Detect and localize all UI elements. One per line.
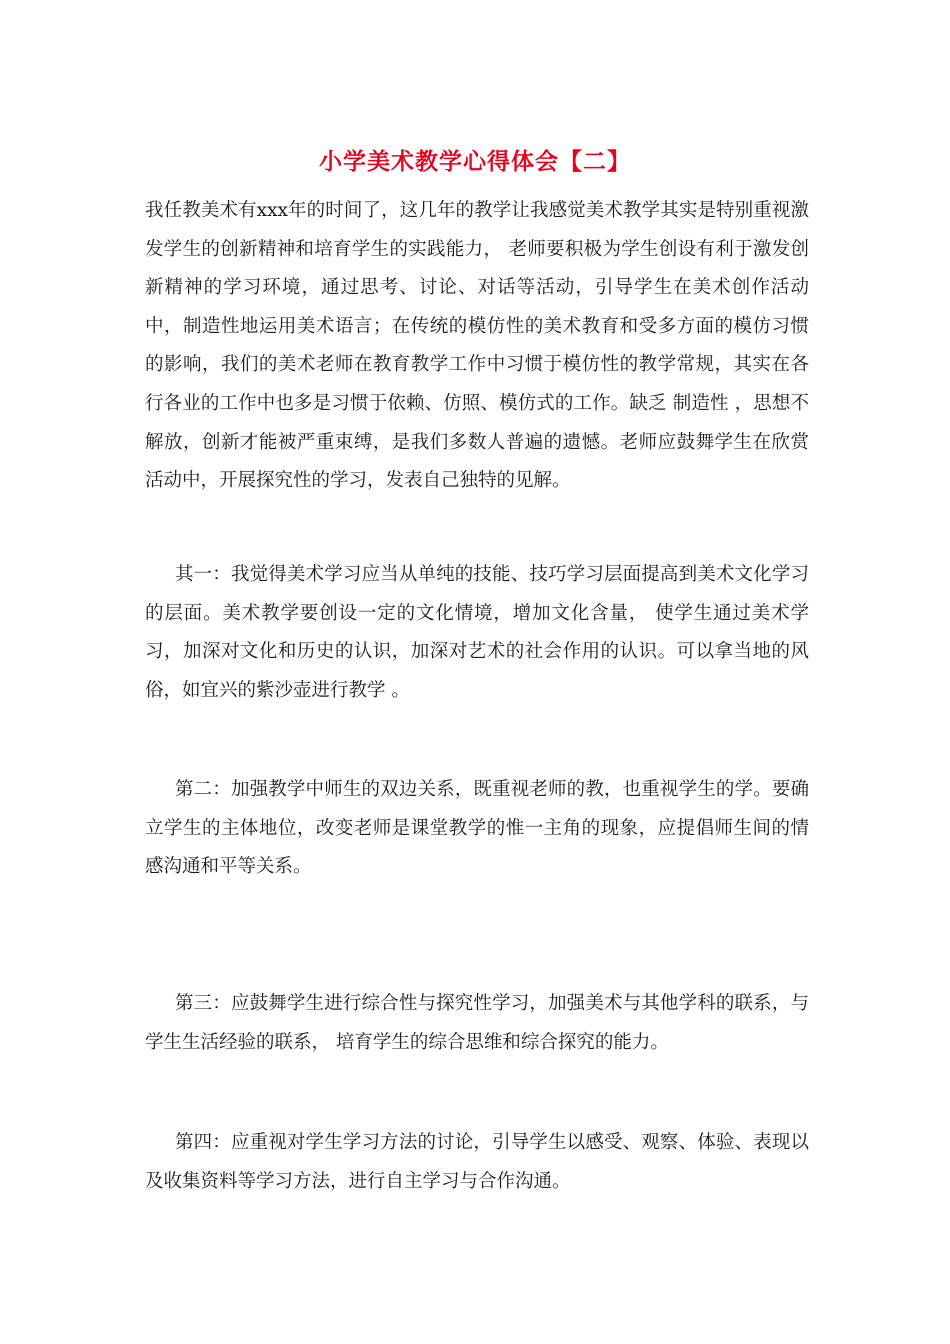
point-two-paragraph: 第二：加强教学中师生的双边关系，既重视老师的教，也重视学生的学。要确立学生的主体地位，改变老师是课堂教学的惟一主角的现象，应提倡师生间的情感沟通和平等关系。 (145, 779, 809, 878)
point-one-paragraph: 其一：我觉得美术学习应当从单纯的技能、技巧学习层面提高到美术文化学习的层面。美术教学要创设一定的文化情境，增加文化含量， 使学生通过美术学习，加深对文化和历史的认识，加深对艺术的社会作用的认识。可以拿当地的风俗，如宜兴的紫沙壶进行教学 。 (145, 564, 809, 701)
document-title: 小学美术教学心得体会【二】 (319, 148, 631, 175)
point-three-paragraph: 第三：应鼓舞学生进行综合性与探究性学习，加强美术与其他学科的联系，与学生生活经验的联系， 培育学生的综合思维和综合探究的能力。 (145, 993, 809, 1053)
intro-paragraph: 我任教美术有xxx年的时间了，这几年的教学让我感觉美术教学其实是特别重视激发学生的创新精神和培育学生的实践能力， 老师要积极为学生创设有利于激发创新精神的学习环境，通过思考、讨论、对话等活动，引导学生在美术创作活动中，制造性地运用美术语言；在传统的模仿性的美术教育和受多方面的模仿习惯的影响，我们的美术老师在教育教学工作中习惯于模仿性的教学常规，其实在各行各业的工作中也多是习惯于依赖、仿照、模仿式的工作。缺乏 制造性 ，思想不解放，创新才能被严重束缚，是我们多数人普遍的遗憾。老师应鼓舞学生在欣赏活动中，开展探究性的学习，发表自己独特的见解。 (145, 200, 809, 492)
point-four-paragraph: 第四：应重视对学生学习方法的讨论，引导学生以感受、观察、体验、表现以及收集资料等学习方法，进行自主学习与合作沟通。 (145, 1132, 809, 1192)
